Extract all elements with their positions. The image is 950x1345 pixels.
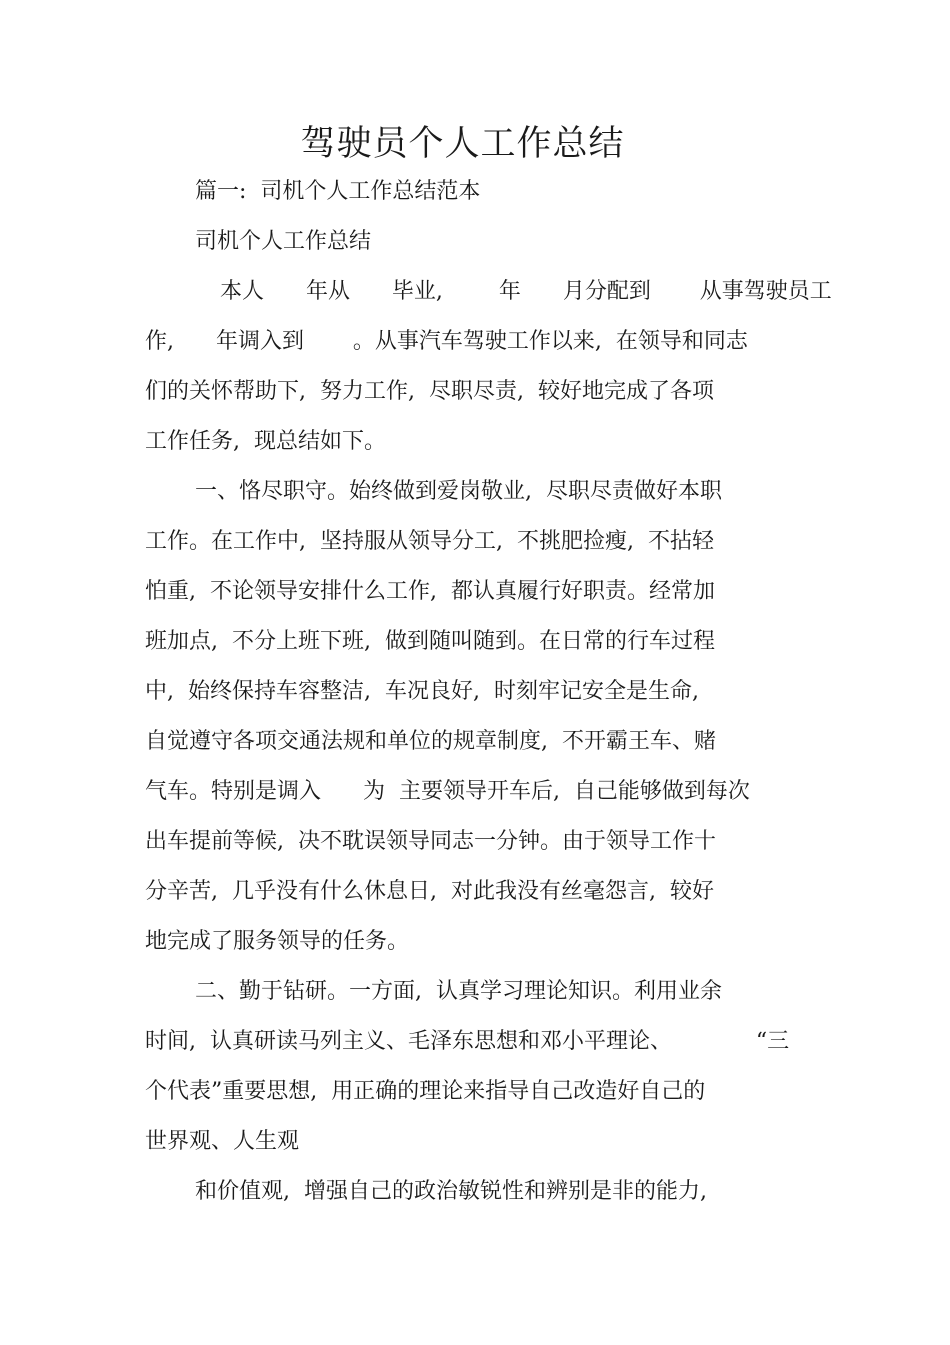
body-line: 和价值观, 增强自己的政治敏锐性和辨别是非的能力, [195, 1179, 707, 1204]
document-title: 驾驶员个人工作总结 [300, 124, 625, 164]
body-line: 个代表”重要思想, 用正确的理论来指导自己改造好自己的 [145, 1079, 706, 1104]
body-line: 气车。特别是调入 为 主要领导开车后, 自己能够做到每次 [145, 779, 750, 804]
section-heading-line: 司机个人工作总结 [195, 229, 372, 254]
body-line: 工作。在工作中, 坚持服从领导分工, 不挑肥捡瘦, 不拈轻 [145, 529, 714, 554]
body-line: 工作任务, 现总结如下。 [145, 429, 386, 454]
body-line: 本人 年从 毕业, 年 月分配到 从事驾驶员工 [220, 279, 832, 304]
body-line: 出车提前等候, 决不耽误领导同志一分钟。由于领导工作十 [145, 829, 716, 854]
body-line: 世界观、人生观 [145, 1129, 300, 1154]
body-line: 一、恪尽职守。始终做到爱岗敬业, 尽职尽责做好本职 [195, 479, 722, 504]
body-line: 怕重, 不论领导安排什么工作, 都认真履行好职责。经常加 [145, 579, 715, 604]
body-line: 们的关怀帮助下, 努力工作, 尽职尽责, 较好地完成了各项 [145, 379, 714, 404]
body-line: 作, 年调入到 。从事汽车驾驶工作以来, 在领导和同志 [145, 329, 748, 354]
body-line: 分辛苦, 几乎没有什么休息日, 对此我没有丝毫怨言, 较好 [145, 879, 714, 904]
body-line: 班加点, 不分上班下班, 做到随叫随到。在日常的行车过程 [145, 629, 715, 654]
body-line: 中, 始终保持车容整洁, 车况良好, 时刻牢记安全是生命, [145, 679, 699, 704]
body-line: 时间, 认真研读马列主义、毛泽东思想和邓小平理论、 “三 [145, 1029, 790, 1054]
body-line: 自觉遵守各项交通法规和单位的规章制度, 不开霸王车、赌 [145, 729, 716, 754]
body-line: 二、勤于钻研。一方面, 认真学习理论知识。利用业余 [195, 979, 722, 1004]
body-line: 地完成了服务领导的任务。 [145, 929, 410, 954]
subtitle-line: 篇一: 司机个人工作总结范本 [195, 179, 481, 204]
